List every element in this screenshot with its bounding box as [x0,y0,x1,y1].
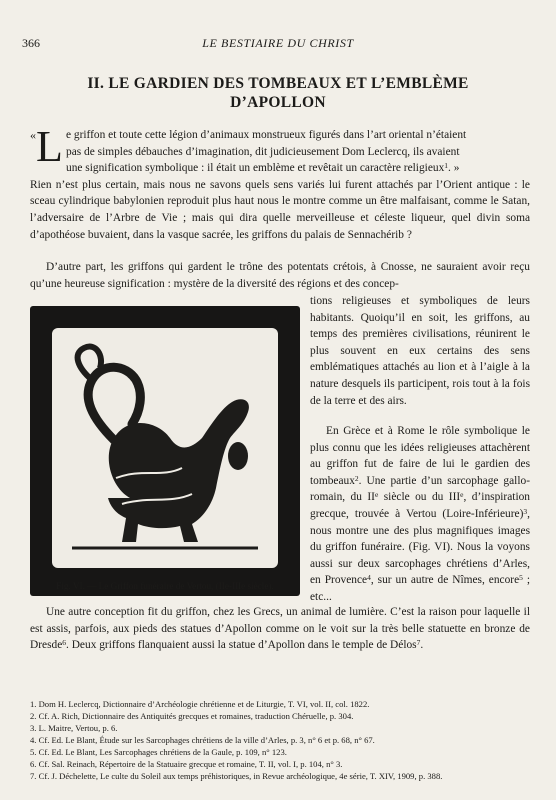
footnote-ref-2: 2 [354,473,359,483]
dropcap-lines [66,127,530,177]
griffon-held-object [228,442,248,470]
paragraph-2: D’autre part, les griffons qui gardent le trône des potentats crétois, à Cnosse, ne sauraient avoir reçu qu’une heureuse signification : mystère de la diversité des régions et des concep- [30,261,530,290]
p3-text-1: Une autre conception fit du griffon, chez les Grecs, un animal de lumière. C’est la raison pour laquelle il est assis, parfois, aux pieds des statues d’Apollon comme on le voit sur la très belle statuette en bronze de Dresde [30,606,530,652]
footnote-4: 4. Cf. Ed. Le Blant, Étude sur les Sarcophages chrétiens de la ville d’Arles, p. 3, n° 6 et p. 68, n° 67. [30,735,375,745]
paragraph-1 [30,122,530,243]
p1-line-3 [66,160,530,177]
p1-line-3-end: . » [448,162,460,175]
footnote-ref-4: 4 [367,573,371,583]
footnote-ref-5: 5 [519,573,523,583]
rc-text-f: , sur un autre de Nîmes, encore [370,574,520,587]
footnotes [30,698,530,782]
heading-line-2: D’APOLLON [230,94,326,111]
p1-line-1: e griffon et toute cette légion d’animaux monstrueux figurés dans l’art oriental n’étaient [66,129,467,141]
footnote-1: 1. Dom H. Leclercq, Dictionnaire d’Archéologie chrétienne et de Liturgie, T. VI, vol. II, col. 1822. [30,699,370,709]
superscript-e-2: e [460,490,464,500]
figure-caption: Fig. VI. — Le Griffon funéraire de Vertou, (IIe-IIIe siècle). [56,581,274,591]
footnote-3: 3. L. Maitre, Vertou, p. 6. [30,723,118,733]
p1-line-3-text: une signification symbolique : il était un emblème et revêtait un caractère religieux [66,162,445,175]
rc-text-e: , nous montre une des plus magnifiques images du griffon funéraire. (Fig. VI). Nous la voyons aussi sur deux sarcophages chrétiens d’Arles, en Provence [310,507,530,587]
rc-text-g: ; etc... [310,574,531,603]
paragraph-3 [30,604,530,654]
opening-quote: « [30,128,36,142]
p1-line-2: pas de simples débauches d’imagination, dit judicieusement Dom Leclercq, ils avaient [66,145,460,158]
running-head [22,36,534,52]
footnote-5: 5. Cf. Ed. Le Blant, Les Sarcophages chrétiens de la Gaule, p. 109, n° 123. [30,747,287,757]
rc-text-c: siècle ou du III [378,491,461,504]
heading-line-1: II. LE GARDIEN DES TOMBEAUX ET L’EMBLÈME [87,75,469,92]
footnote-ref-3: 3 [523,506,528,516]
footnote-ref-7: 7 [416,638,421,648]
p1-rest: Rien n’est plus certain, mais nous ne savons quels sens variés lui furent attachés par l’Orient antique : le sceau cylindrique babylonien reproduit plus haut nous le montre comme un être malfaisant, comme le Satan, l’adversaire de l’Arbre de Vie ; mais qui dira quelle merveilleuse et céleste liqueur, quel divin soma d’apothéose buvaient, dans la vasque sacrée, les griffons du palais de Sennachérib ? [30,178,530,241]
running-title: LE BESTIAIRE DU CHRIST [202,36,354,50]
right-column-paragraph [310,423,530,606]
footnote-6: 6. Cf. Sal. Reinach, Répertoire de la Statuaire grecque et romaine, T. II, vol. I, p. 104, n° 3. [30,759,343,769]
footnote-2: 2. Cf. A. Rich, Dictionnaire des Antiquités grecques et romaines, traduction Chéruelle, p. 304. [30,711,354,721]
rc-text-b: . Une partie d’un sarcophage gallo-romain, du II [310,474,530,504]
griffon-illustration [30,306,300,596]
dropcap-block [30,122,530,177]
drop-cap-letter: L [36,122,63,171]
footnote-ref-6: 6 [62,638,67,648]
page-number: 366 [22,36,40,50]
p3-text-3: . [420,639,424,652]
illustration-panel [52,328,278,568]
chapter-heading [30,74,526,112]
p3-text-2: . Deux griffons flanquaient aussi la statue d’Apollon dans le temple de Délos [66,639,417,652]
right-column-continuation: tions religieuses et symboliques de leurs habitants. Quoiqu’il en soit, les griffons, au temps des premières civilisations, réunirent le plus souvent en eux certains des sens emblématiques attachés au lion et à l’aigle à la nature desquels ils participent, rois tout à la fois de la terre et des airs. [310,295,530,407]
footnote-ref-1: 1 [444,161,449,171]
superscript-e-1: e [374,490,379,500]
footnote-7: 7. Cf. J. Déchelette, Le culte du Soleil aux temps préhistoriques, in Revue archéologique, 4e série, T. XIV, 1909, p. 388. [30,771,443,781]
griffon-drawing [52,328,278,568]
rc-text-a: En Grèce et à Rome le rôle symbolique le plus connu que les idées religieuses attachèrent au griffon fut de faire de lui le gardien des tombeaux [310,425,530,487]
rc-text-d: , d’inspiration grecque, trouvée à Vertou (Loire-Inférieure) [310,491,530,520]
